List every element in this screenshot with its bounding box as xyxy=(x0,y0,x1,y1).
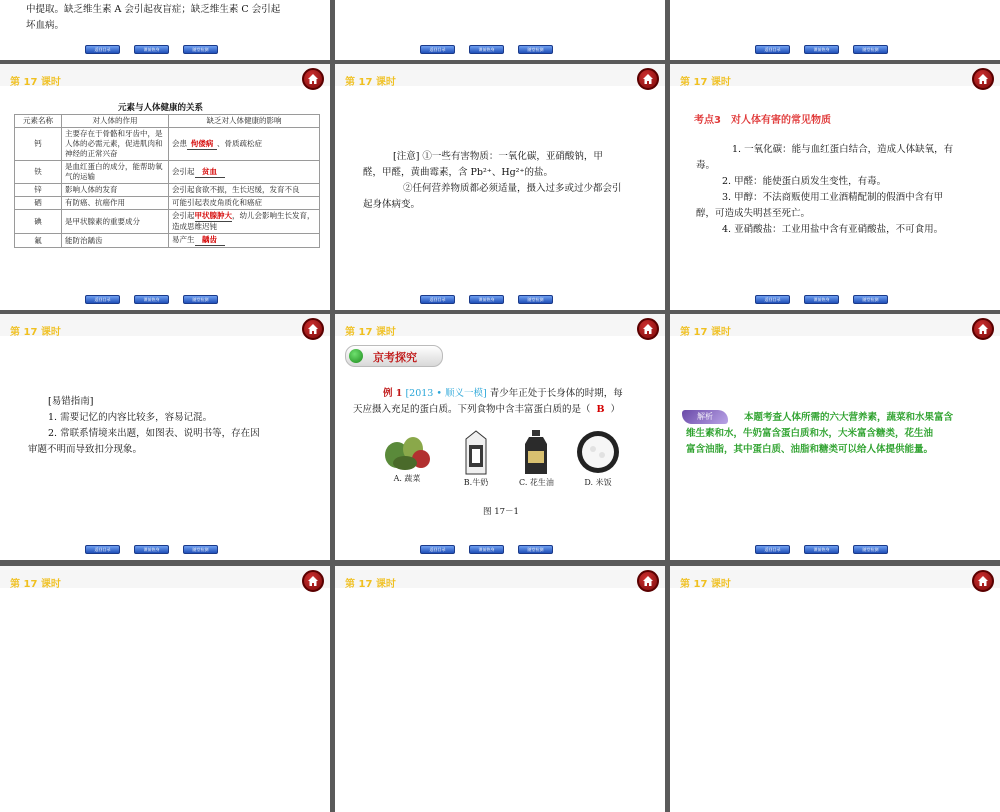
nav-back-button[interactable]: 返回目录 xyxy=(85,545,120,554)
element-health-table xyxy=(14,114,320,248)
slide-1 xyxy=(0,0,330,60)
home-icon xyxy=(977,73,989,85)
section-pill xyxy=(345,345,443,367)
slide-10 xyxy=(0,566,330,812)
question-line-1: 青少年正处于长身体的时期，每 xyxy=(489,388,623,399)
home-icon xyxy=(977,323,989,335)
table-row xyxy=(15,128,320,161)
element-effect: 会患 佝偻病 、骨质疏松症 xyxy=(169,128,320,161)
lesson-label: 第 17 课时 xyxy=(680,579,731,590)
nav-bar xyxy=(420,295,553,304)
slide-2 xyxy=(335,0,665,60)
slide-7 xyxy=(0,314,330,560)
lesson-label: 第 17 课时 xyxy=(680,327,731,338)
nav-warmup-button[interactable]: 课前热身 xyxy=(134,545,169,554)
element-role: 影响人体的发育 xyxy=(62,184,169,197)
home-button[interactable] xyxy=(637,68,659,90)
lesson-label: 第 17 课时 xyxy=(680,77,731,88)
slide-11 xyxy=(335,566,665,812)
analysis-tag: 解析 xyxy=(682,410,728,424)
fill-in-answer: 贫血 xyxy=(195,167,225,178)
nav-bar xyxy=(85,545,218,554)
option-c[interactable]: C. 花生油 xyxy=(519,429,554,488)
question-line-2: 天应摄入充足的蛋白质。下列食物中含丰富蛋白质的是（ xyxy=(353,404,591,415)
nav-bar xyxy=(755,45,888,54)
lesson-label: 第 17 课时 xyxy=(345,327,396,338)
nav-check-button[interactable]: 随堂检测 xyxy=(518,295,553,304)
vegetables-icon xyxy=(383,429,431,471)
nav-warmup-button[interactable]: 课前热身 xyxy=(469,45,504,54)
element-role: 有防癌、抗癌作用 xyxy=(62,197,169,210)
option-d[interactable]: D. 米饭 xyxy=(575,429,621,488)
lesson-label: 第 17 课时 xyxy=(345,77,396,88)
nav-back-button[interactable]: 返回目录 xyxy=(755,545,790,554)
nav-back-button[interactable]: 返回目录 xyxy=(420,545,455,554)
fill-in-answer: 甲状腺肿大 xyxy=(194,211,232,220)
nav-check-button[interactable]: 随堂检测 xyxy=(518,545,553,554)
home-button[interactable] xyxy=(972,570,994,592)
nav-warmup-button[interactable]: 课前热身 xyxy=(134,295,169,304)
nav-back-button[interactable]: 返回目录 xyxy=(420,295,455,304)
fill-in-answer: 佝偻病 xyxy=(187,139,217,150)
slide-1-text: 中提取。缺乏维生素 A 会引起夜盲症；缺乏维生素 C 会引起 坏血病。 xyxy=(26,4,281,31)
lesson-label: 第 17 课时 xyxy=(10,77,61,88)
table-row xyxy=(15,234,320,248)
element-name: 碘 xyxy=(15,210,62,234)
nav-check-button[interactable]: 随堂检测 xyxy=(183,295,218,304)
home-icon xyxy=(977,575,989,587)
slide-6 xyxy=(670,64,1000,310)
note-text: [注意] ①一些有害物质：一氧化碳，亚硝酸钠，甲 醛，甲醛，黄曲霉素，含 Pb²⁺、Hg²⁺的盐。 ②任何营养物质都必须适量，摄入过多或过少都会引 起身体病变。 xyxy=(363,151,622,210)
nav-warmup-button[interactable]: 课前热身 xyxy=(469,545,504,554)
tips-text: [易错指南] 1. 需要记忆的内容比较多，容易记混。 2. 常联系情境来出题，如图表、说明书等，存在因 审题不明而导致扣分现象。 xyxy=(28,396,260,455)
option-b[interactable]: B.牛奶 xyxy=(463,429,489,488)
header-element: 元素名称 xyxy=(15,115,62,128)
oil-bottle-icon xyxy=(521,429,551,475)
option-a[interactable]: A. 蔬菜 xyxy=(383,429,431,484)
header-effect: 缺乏对人体健康的影响 xyxy=(169,115,320,128)
home-button[interactable] xyxy=(302,68,324,90)
nav-back-button[interactable]: 返回目录 xyxy=(85,295,120,304)
home-button[interactable] xyxy=(637,570,659,592)
slide-8 xyxy=(335,314,665,560)
slide-12 xyxy=(670,566,1000,812)
home-icon xyxy=(642,323,654,335)
nav-warmup-button[interactable]: 课前热身 xyxy=(804,295,839,304)
table-row xyxy=(15,210,320,234)
nav-check-button[interactable]: 随堂检测 xyxy=(853,295,888,304)
nav-check-button[interactable]: 随堂检测 xyxy=(183,545,218,554)
slide-5 xyxy=(335,64,665,310)
element-role: 主要存在于骨骼和牙齿中，是人体的必需元素，促进肌肉和神经的正常兴奋 xyxy=(62,128,169,161)
nav-warmup-button[interactable]: 课前热身 xyxy=(134,45,169,54)
lesson-label: 第 17 课时 xyxy=(10,579,61,590)
lesson-label: 第 17 课时 xyxy=(10,327,61,338)
nav-warmup-button[interactable]: 课前热身 xyxy=(804,545,839,554)
table-row xyxy=(15,161,320,184)
question-answer: B xyxy=(596,404,605,415)
rice-bowl-icon xyxy=(575,429,621,475)
home-button[interactable] xyxy=(302,318,324,340)
home-button[interactable] xyxy=(637,318,659,340)
nav-check-button[interactable]: 随堂检测 xyxy=(183,45,218,54)
nav-check-button[interactable]: 随堂检测 xyxy=(853,45,888,54)
milk-carton-icon xyxy=(463,429,489,475)
slide-4 xyxy=(0,64,330,310)
home-icon xyxy=(307,323,319,335)
home-icon xyxy=(307,73,319,85)
table-row xyxy=(15,197,320,210)
element-name: 氟 xyxy=(15,234,62,248)
home-button[interactable] xyxy=(972,318,994,340)
home-button[interactable] xyxy=(972,68,994,90)
home-icon xyxy=(642,575,654,587)
section-heading: 考点3 对人体有害的常见物质 xyxy=(694,115,831,126)
question-source: [2013 • 顺义一模] xyxy=(405,388,487,399)
nav-check-button[interactable]: 随堂检测 xyxy=(853,545,888,554)
element-role: 是血红蛋白的成分，能帮助氧气的运输 xyxy=(62,161,169,184)
nav-back-button[interactable]: 返回目录 xyxy=(420,45,455,54)
element-effect: 会引起食欲不振，生长迟缓，发育不良 xyxy=(169,184,320,197)
slide-9 xyxy=(670,314,1000,560)
element-effect: 可能引起表皮角质化和癌症 xyxy=(169,197,320,210)
home-icon xyxy=(307,575,319,587)
nav-warmup-button[interactable]: 课前热身 xyxy=(469,295,504,304)
element-effect: 易产生 龋齿 xyxy=(169,234,320,248)
fill-in-answer: 龋齿 xyxy=(195,235,225,246)
question-text: 例 1 [2013 • 顺义一模] 青少年正处于长身体的时期，每 天应摄入充足的蛋白质。下列食物中含丰富蛋白质的是（ B ） xyxy=(353,388,623,415)
element-effect: 会引起甲状腺肿大，幼儿会影响生长发育，造成思维迟钝 xyxy=(169,210,320,234)
nav-bar xyxy=(420,545,553,554)
home-icon xyxy=(642,73,654,85)
nav-check-button[interactable]: 随堂检测 xyxy=(518,45,553,54)
harmful-list: 1. 一氧化碳：能与血红蛋白结合，造成人体缺氧，有 毒。 2. 甲醛：能使蛋白质发生变性，有毒。 3. 甲醇：不法商贩使用工业酒精配制的假酒中含有甲 醇，可造成失明甚至死亡。 4. 亚硝酸盐：工业用盐中含有亚硝酸盐，不可食用。 xyxy=(696,144,954,235)
nav-bar xyxy=(755,545,888,554)
nav-back-button[interactable]: 返回目录 xyxy=(755,295,790,304)
element-name: 硒 xyxy=(15,197,62,210)
green-dot-icon xyxy=(349,349,363,363)
nav-back-button[interactable]: 返回目录 xyxy=(755,45,790,54)
slide-3 xyxy=(670,0,1000,60)
element-name: 钙 xyxy=(15,128,62,161)
table-row xyxy=(15,184,320,197)
element-name: 锌 xyxy=(15,184,62,197)
element-role: 能防治龋齿 xyxy=(62,234,169,248)
table-body xyxy=(15,128,320,248)
element-name: 铁 xyxy=(15,161,62,184)
nav-bar xyxy=(85,45,218,54)
nav-bar xyxy=(755,295,888,304)
example-label: 例 1 xyxy=(383,388,403,399)
table-title: 元素与人体健康的关系 xyxy=(118,103,204,113)
nav-warmup-button[interactable]: 课前热身 xyxy=(804,45,839,54)
nav-bar xyxy=(420,45,553,54)
header-role: 对人体的作用 xyxy=(62,115,169,128)
element-role: 是甲状腺素的重要成分 xyxy=(62,210,169,234)
home-button[interactable] xyxy=(302,570,324,592)
figure-caption: 图 17－1 xyxy=(483,507,519,517)
lesson-label: 第 17 课时 xyxy=(345,579,396,590)
analysis-text: 本题考查人体所需的六大营养素，蔬菜和水果富含 维生素和水，牛奶富含蛋白质和水，大米富含糖类，花生油 富含油脂，其中蛋白质、油脂和糖类可以给人体提供能量。 xyxy=(686,412,954,455)
section-title: 京考探究 xyxy=(373,351,417,364)
element-effect: 会引起 贫血 xyxy=(169,161,320,184)
nav-bar xyxy=(85,295,218,304)
nav-back-button[interactable]: 返回目录 xyxy=(85,45,120,54)
